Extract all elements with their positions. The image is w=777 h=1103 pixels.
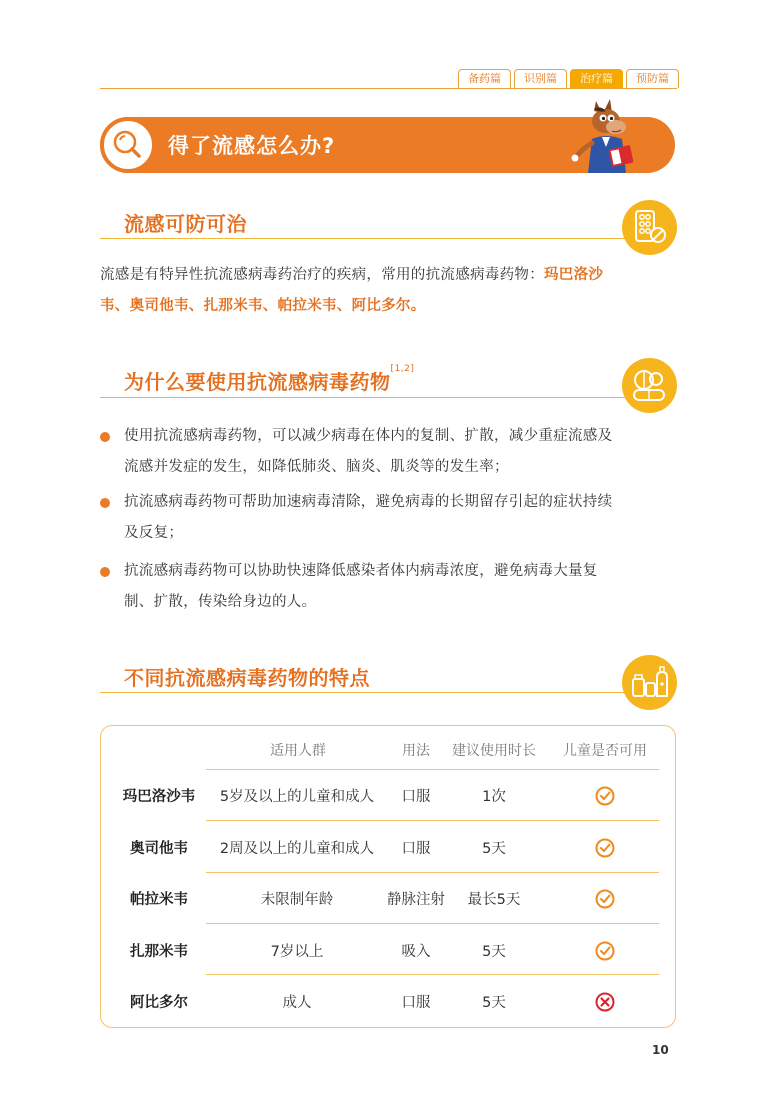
drug-list-highlight-continued: 韦、奥司他韦、扎那米韦、帕拉米韦、阿比多尔。 [100, 298, 426, 314]
bullet-line: 制、扩散，传染给身边的人。 [124, 594, 317, 610]
banner-icon-circle [100, 117, 156, 173]
horse-mascot-icon [566, 95, 646, 175]
drug-name: 阿比多尔 [130, 995, 188, 1011]
drug-comparison-table [100, 725, 676, 1028]
section-icon-circle [622, 200, 677, 255]
check-circle-icon [595, 786, 615, 806]
citation: [1,2] [390, 364, 415, 374]
duration-cell: 最长5天 [467, 892, 521, 908]
chapter-tabs [458, 69, 679, 88]
row-divider [206, 923, 659, 924]
drug-list-highlight: 玛巴洛沙 [544, 267, 604, 283]
population-cell: 7岁以上 [270, 944, 324, 960]
drug-name: 奥司他韦 [130, 841, 188, 857]
population-cell: 成人 [282, 995, 312, 1011]
usage-cell: 静脉注射 [387, 892, 445, 908]
column-header-duration: 建议使用时长 [452, 743, 536, 759]
bullet-line: 抗流感病毒药物可以协助快速降低感染者体内病毒浓度，避免病毒大量复 [124, 563, 598, 579]
section-title-why-antiviral [124, 366, 414, 395]
population-cell: 未限制年龄 [260, 892, 334, 908]
bullet-line: 及反复； [124, 525, 184, 541]
section-divider [100, 692, 640, 693]
capsule-pills-icon [622, 358, 677, 413]
population-cell: 2周及以上的儿童和成人 [219, 841, 375, 857]
usage-cell: 口服 [401, 841, 431, 857]
section-divider [100, 238, 640, 239]
bullet-line: 流感并发症的发生，如降低肺炎、脑炎、肌炎等的发生率； [124, 459, 509, 475]
section-title-text: 为什么要使用抗流感病毒药物 [124, 370, 391, 394]
row-divider [206, 974, 659, 975]
tab-treatment[interactable]: 治疗篇 [570, 69, 623, 88]
population-cell: 5岁及以上的儿童和成人 [219, 789, 375, 805]
list-item [100, 556, 680, 618]
check-circle-icon [595, 838, 615, 858]
check-circle-icon [595, 889, 615, 909]
medicine-bottles-icon [622, 655, 677, 710]
usage-cell: 吸入 [401, 944, 431, 960]
bullet-dot [100, 432, 110, 442]
drug-name: 玛巴洛沙韦 [122, 789, 196, 805]
column-header-children: 儿童是否可用 [563, 743, 647, 759]
duration-cell: 5天 [482, 995, 506, 1011]
header-divider [100, 88, 677, 89]
list-item [100, 487, 680, 549]
bullet-dot [100, 567, 110, 577]
column-header-usage: 用法 [402, 743, 430, 759]
drug-name: 帕拉米韦 [130, 892, 188, 908]
section-title-preventable: 流感可防可治 [124, 212, 247, 236]
row-divider [206, 820, 659, 821]
chapter-title: 得了流感怎么办? [168, 134, 336, 158]
usage-cell: 口服 [401, 789, 431, 805]
column-header-population: 适用人群 [270, 743, 326, 759]
paragraph-text: 流感是有特异性抗流感病毒药治疗的疾病，常用的抗流感病毒药物： [100, 267, 544, 283]
magnifier-icon [104, 121, 152, 169]
duration-cell: 5天 [482, 944, 506, 960]
row-divider [206, 872, 659, 873]
usage-cell: 口服 [401, 995, 431, 1011]
duration-cell: 5天 [482, 841, 506, 857]
tab-prevention[interactable]: 预防篇 [626, 69, 679, 88]
row-divider [206, 769, 659, 770]
bullet-line: 抗流感病毒药物可帮助加速病毒清除，避免病毒的长期留存引起的症状持续 [124, 494, 613, 510]
section-icon-circle [622, 655, 677, 710]
pill-blister-icon [622, 200, 677, 255]
list-item [100, 421, 680, 483]
duration-cell: 1次 [482, 789, 506, 805]
tab-identify[interactable]: 识别篇 [514, 69, 567, 88]
bullet-line: 使用抗流感病毒药物，可以减少病毒在体内的复制、扩散，减少重症流感及 [124, 428, 613, 444]
tab-prepare[interactable]: 备药篇 [458, 69, 511, 88]
section-title-drug-features: 不同抗流感病毒药物的特点 [124, 666, 370, 690]
section-divider [100, 397, 640, 398]
bullet-dot [100, 498, 110, 508]
page-number: 10 [652, 1043, 669, 1057]
cross-circle-icon [595, 992, 615, 1012]
section-icon-circle [622, 358, 677, 413]
drug-name: 扎那米韦 [130, 944, 188, 960]
section1-paragraph [100, 260, 680, 322]
check-circle-icon [595, 941, 615, 961]
